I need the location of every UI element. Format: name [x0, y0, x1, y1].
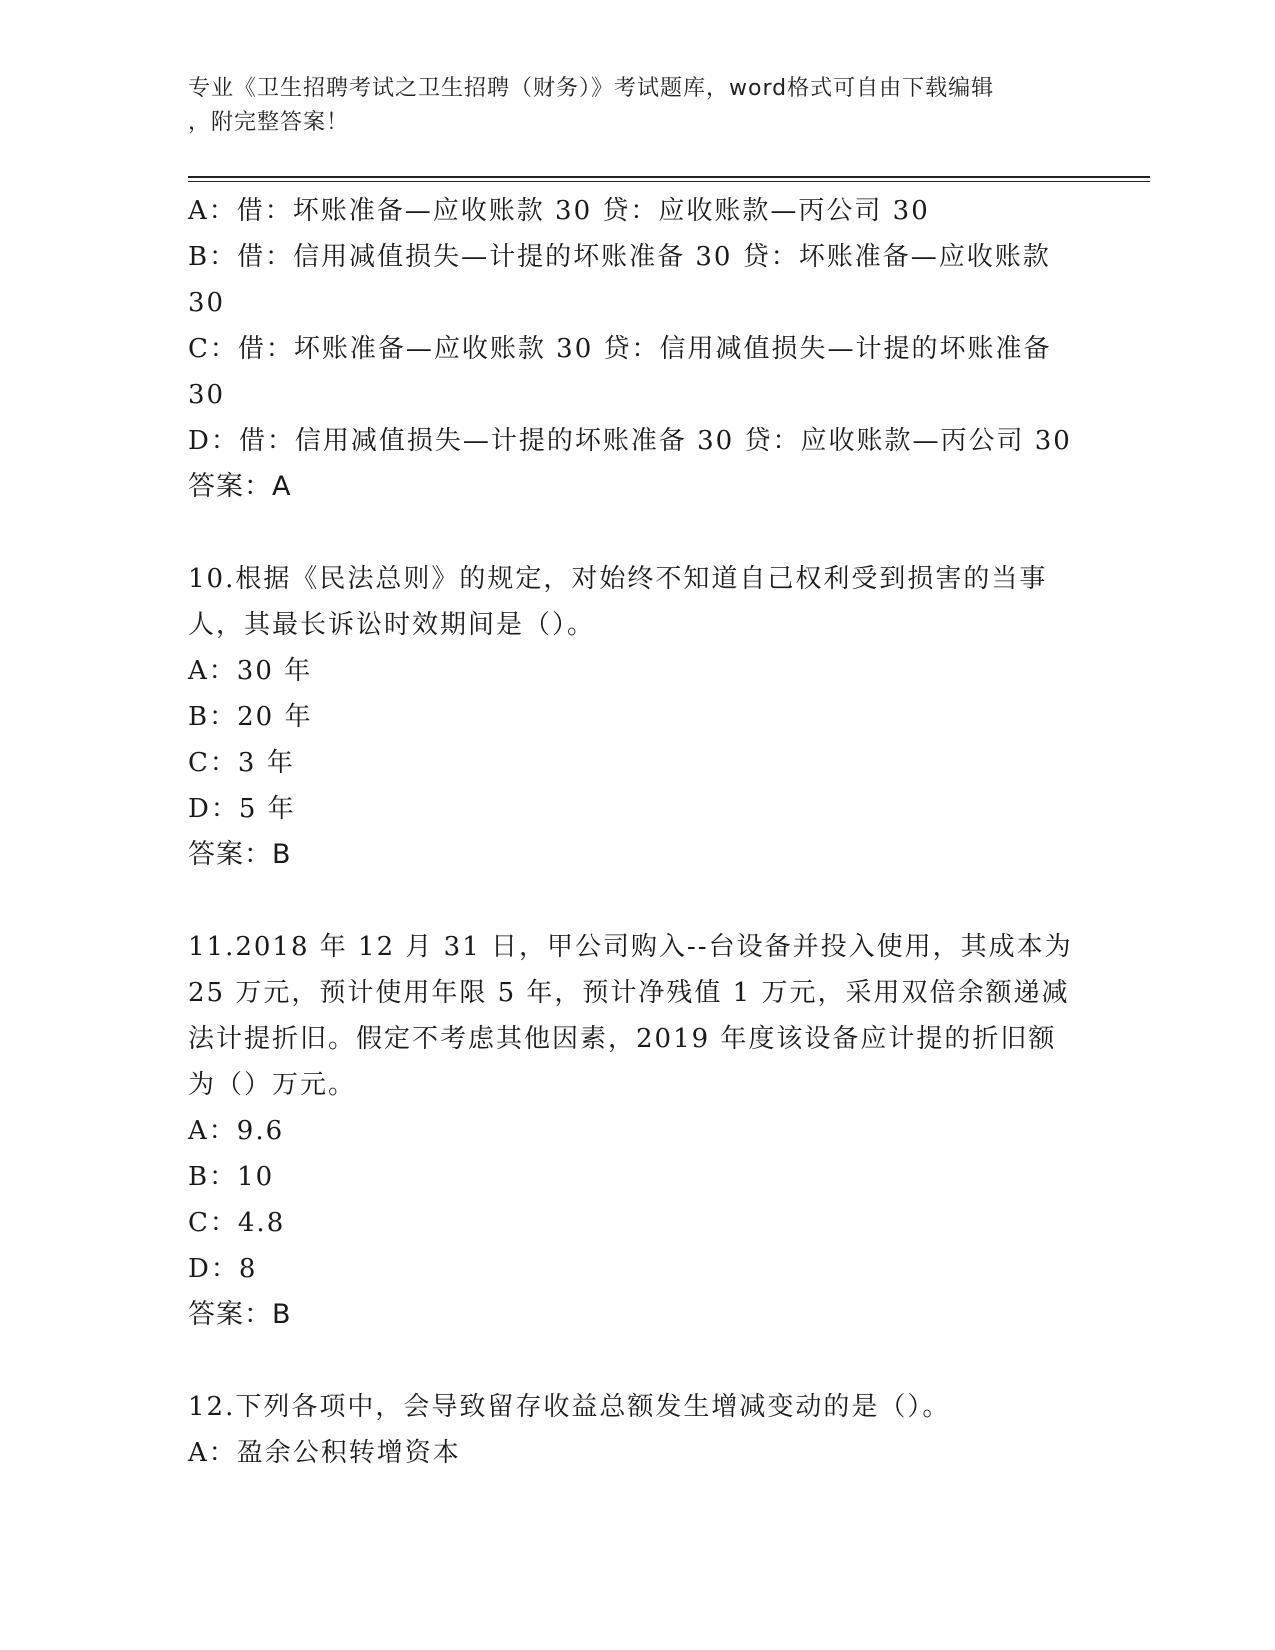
- answer-line: 答案：A: [188, 471, 292, 502]
- document-header: [188, 72, 1078, 140]
- option-line: D：5 年: [188, 794, 296, 824]
- option-line: B：10: [188, 1162, 275, 1192]
- header-divider-thin: [188, 181, 1150, 182]
- question-line: 10.根据《民法总则》的规定，对始终不知道自己权利受到损害的当事: [188, 564, 1048, 594]
- spacer: [188, 878, 1078, 924]
- option-line: C：3 年: [188, 748, 295, 778]
- question-line: 25 万元，预计使用年限 5 年，预计净残值 1 万元，采用双倍余额递减: [188, 978, 1070, 1008]
- question-line: 人，其最长诉讼时效期间是（）。: [188, 610, 596, 640]
- option-line: C：借：坏账准备—应收账款 30 贷：信用减值损失—计提的坏账准备: [188, 334, 1052, 364]
- spacer: [188, 510, 1078, 556]
- option-line: 30: [188, 380, 226, 410]
- option-line: A：借：坏账准备—应收账款 30 贷：应收账款—丙公司 30: [188, 196, 930, 226]
- option-line: D：8: [188, 1254, 258, 1284]
- option-line: A：30 年: [188, 656, 313, 686]
- question-line: 11.2018 年 12 月 31 日，甲公司购入--台设备并投入使用，其成本为: [188, 932, 1073, 962]
- option-line: B：借：信用减值损失—计提的坏账准备 30 贷：坏账准备—应收账款: [188, 242, 1051, 272]
- option-line: C：4.8: [188, 1208, 286, 1238]
- header-title-line-1: 专业《卫生招聘考试之卫生招聘（财务）》考试题库，word格式可自由下载编辑: [188, 76, 995, 101]
- question-line: 12.下列各项中，会导致留存收益总额发生增减变动的是（）。: [188, 1392, 951, 1422]
- option-line: B：20 年: [188, 702, 313, 732]
- question-line: 为（）万元。: [188, 1070, 357, 1100]
- spacer: [188, 1338, 1078, 1384]
- option-line: A：盈余公积转增资本: [188, 1438, 461, 1468]
- header-divider-thick: [188, 176, 1150, 178]
- option-line: D：借：信用减值损失—计提的坏账准备 30 贷：应收账款—丙公司 30: [188, 426, 1072, 456]
- option-line: 30: [188, 288, 226, 318]
- header-title-line-2: ，附完整答案！: [188, 110, 350, 135]
- question-line: 法计提折旧。假定不考虑其他因素，2019 年度该设备应计提的折旧额: [188, 1024, 1057, 1054]
- question-content: [188, 188, 1078, 1476]
- option-line: A：9.6: [188, 1116, 285, 1146]
- answer-line: 答案：B: [188, 839, 292, 870]
- answer-line: 答案：B: [188, 1299, 292, 1330]
